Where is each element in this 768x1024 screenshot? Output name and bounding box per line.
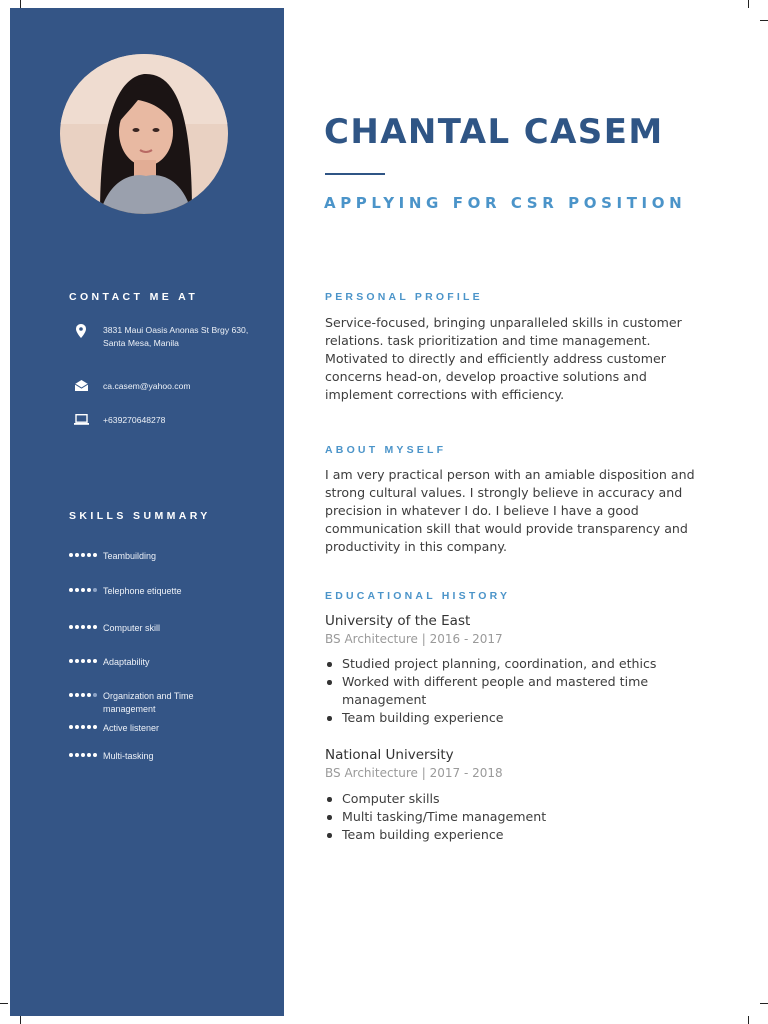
email-link[interactable]: ca.casem@yahoo.com [103,381,191,391]
rating-dot [81,693,85,697]
school-points [325,790,695,844]
address-text: 3831 Maui Oasis Anonas St Brgy 630, Santa Mesa, Manila [103,325,249,348]
rating-dot [75,659,79,663]
crop-mark [0,1003,8,1004]
laptop-icon [72,414,90,428]
rating-dot [75,725,79,729]
skill-item [69,690,269,716]
skill-label: Active listener [103,723,160,733]
contact-heading: CONTACT ME AT [69,291,199,303]
list-item: Team building experience [325,709,695,727]
crop-mark [760,1003,768,1004]
rating-dot [93,588,97,592]
rating-dot [81,588,85,592]
skill-label: Telephone etiquette [103,586,182,596]
skill-item [69,550,269,563]
crop-mark [748,0,749,8]
skill-item [69,585,269,598]
contact-email[interactable] [72,380,263,394]
skill-label: Teambuilding [103,551,157,561]
list-item: Computer skills [325,790,695,808]
rating-dot [87,659,91,663]
about-text: I am very practical person with an amiable disposition and strong cultural values. I strongly believe in accuracy and precision in whatever I do. I believe I have a good communication skill that would provide transparency and productivity in this company. [325,467,695,554]
rating-dot [75,753,79,757]
rating-dot [93,659,97,663]
phone-text: +639270648278 [103,415,166,425]
rating-dot [93,693,97,697]
list-item: Multi tasking/Time management [325,808,695,826]
rating-dot [81,625,85,629]
about-heading: ABOUT MYSELF [325,444,447,456]
envelope-icon [72,380,90,394]
rating-dot [87,753,91,757]
location-pin-icon [72,324,90,338]
school-name: University of the East [325,613,471,629]
crop-mark [760,20,768,21]
rating-dot [93,625,97,629]
skills-heading: SKILLS SUMMARY [69,510,211,522]
rating-dot [81,753,85,757]
rating-dot [87,588,91,592]
skill-item [69,622,269,635]
skill-rating [69,553,97,557]
skill-label: Organization and Time management [103,691,194,714]
skill-rating [69,693,97,697]
skill-rating [69,588,97,592]
sidebar [10,8,284,1016]
rating-dot [87,693,91,697]
rating-dot [81,659,85,663]
rating-dot [69,553,73,557]
rating-dot [93,553,97,557]
school-degree: BS Architecture | 2016 - 2017 [325,632,503,646]
profile-photo [60,54,228,214]
rating-dot [69,659,73,663]
rating-dot [69,693,73,697]
skill-label: Multi-tasking [103,751,154,761]
contact-address [72,324,263,350]
applying-for: APPLYING FOR CSR POSITION [324,194,687,212]
skill-item [69,722,269,735]
contact-phone [72,414,263,428]
rating-dot [69,753,73,757]
personal-profile-heading: PERSONAL PROFILE [325,291,483,303]
title-divider [325,173,385,175]
skill-rating [69,753,97,757]
skill-item [69,656,269,669]
personal-profile-text: Service-focused, bringing unparalleled skills in customer relations. task prioritization and time management. Motivated to directly and efficiently address customer concerns head-on, develop proactive solutions and implement corrections with efficiency. [325,315,682,402]
rating-dot [69,625,73,629]
school-name: National University [325,747,454,763]
list-item: Worked with different people and mastered time management [325,673,695,709]
crop-mark [20,0,21,8]
rating-dot [87,725,91,729]
rating-dot [75,693,79,697]
rating-dot [69,725,73,729]
skill-rating [69,659,97,663]
crop-mark [748,1016,749,1024]
skill-rating [69,625,97,629]
school-points [325,655,695,727]
list-item: Studied project planning, coordination, and ethics [325,655,695,673]
rating-dot [75,588,79,592]
rating-dot [75,625,79,629]
rating-dot [93,725,97,729]
candidate-name: CHANTAL CASEM [324,112,664,152]
rating-dot [75,553,79,557]
rating-dot [69,588,73,592]
rating-dot [87,553,91,557]
crop-mark [20,1016,21,1024]
education-heading: EDUCATIONAL HISTORY [325,590,511,602]
list-item: Team building experience [325,826,695,844]
skill-rating [69,725,97,729]
rating-dot [81,553,85,557]
school-degree: BS Architecture | 2017 - 2018 [325,766,503,780]
skill-label: Computer skill [103,623,161,633]
rating-dot [81,725,85,729]
skill-label: Adaptability [103,657,150,667]
rating-dot [87,625,91,629]
skill-item [69,750,269,763]
rating-dot [93,753,97,757]
